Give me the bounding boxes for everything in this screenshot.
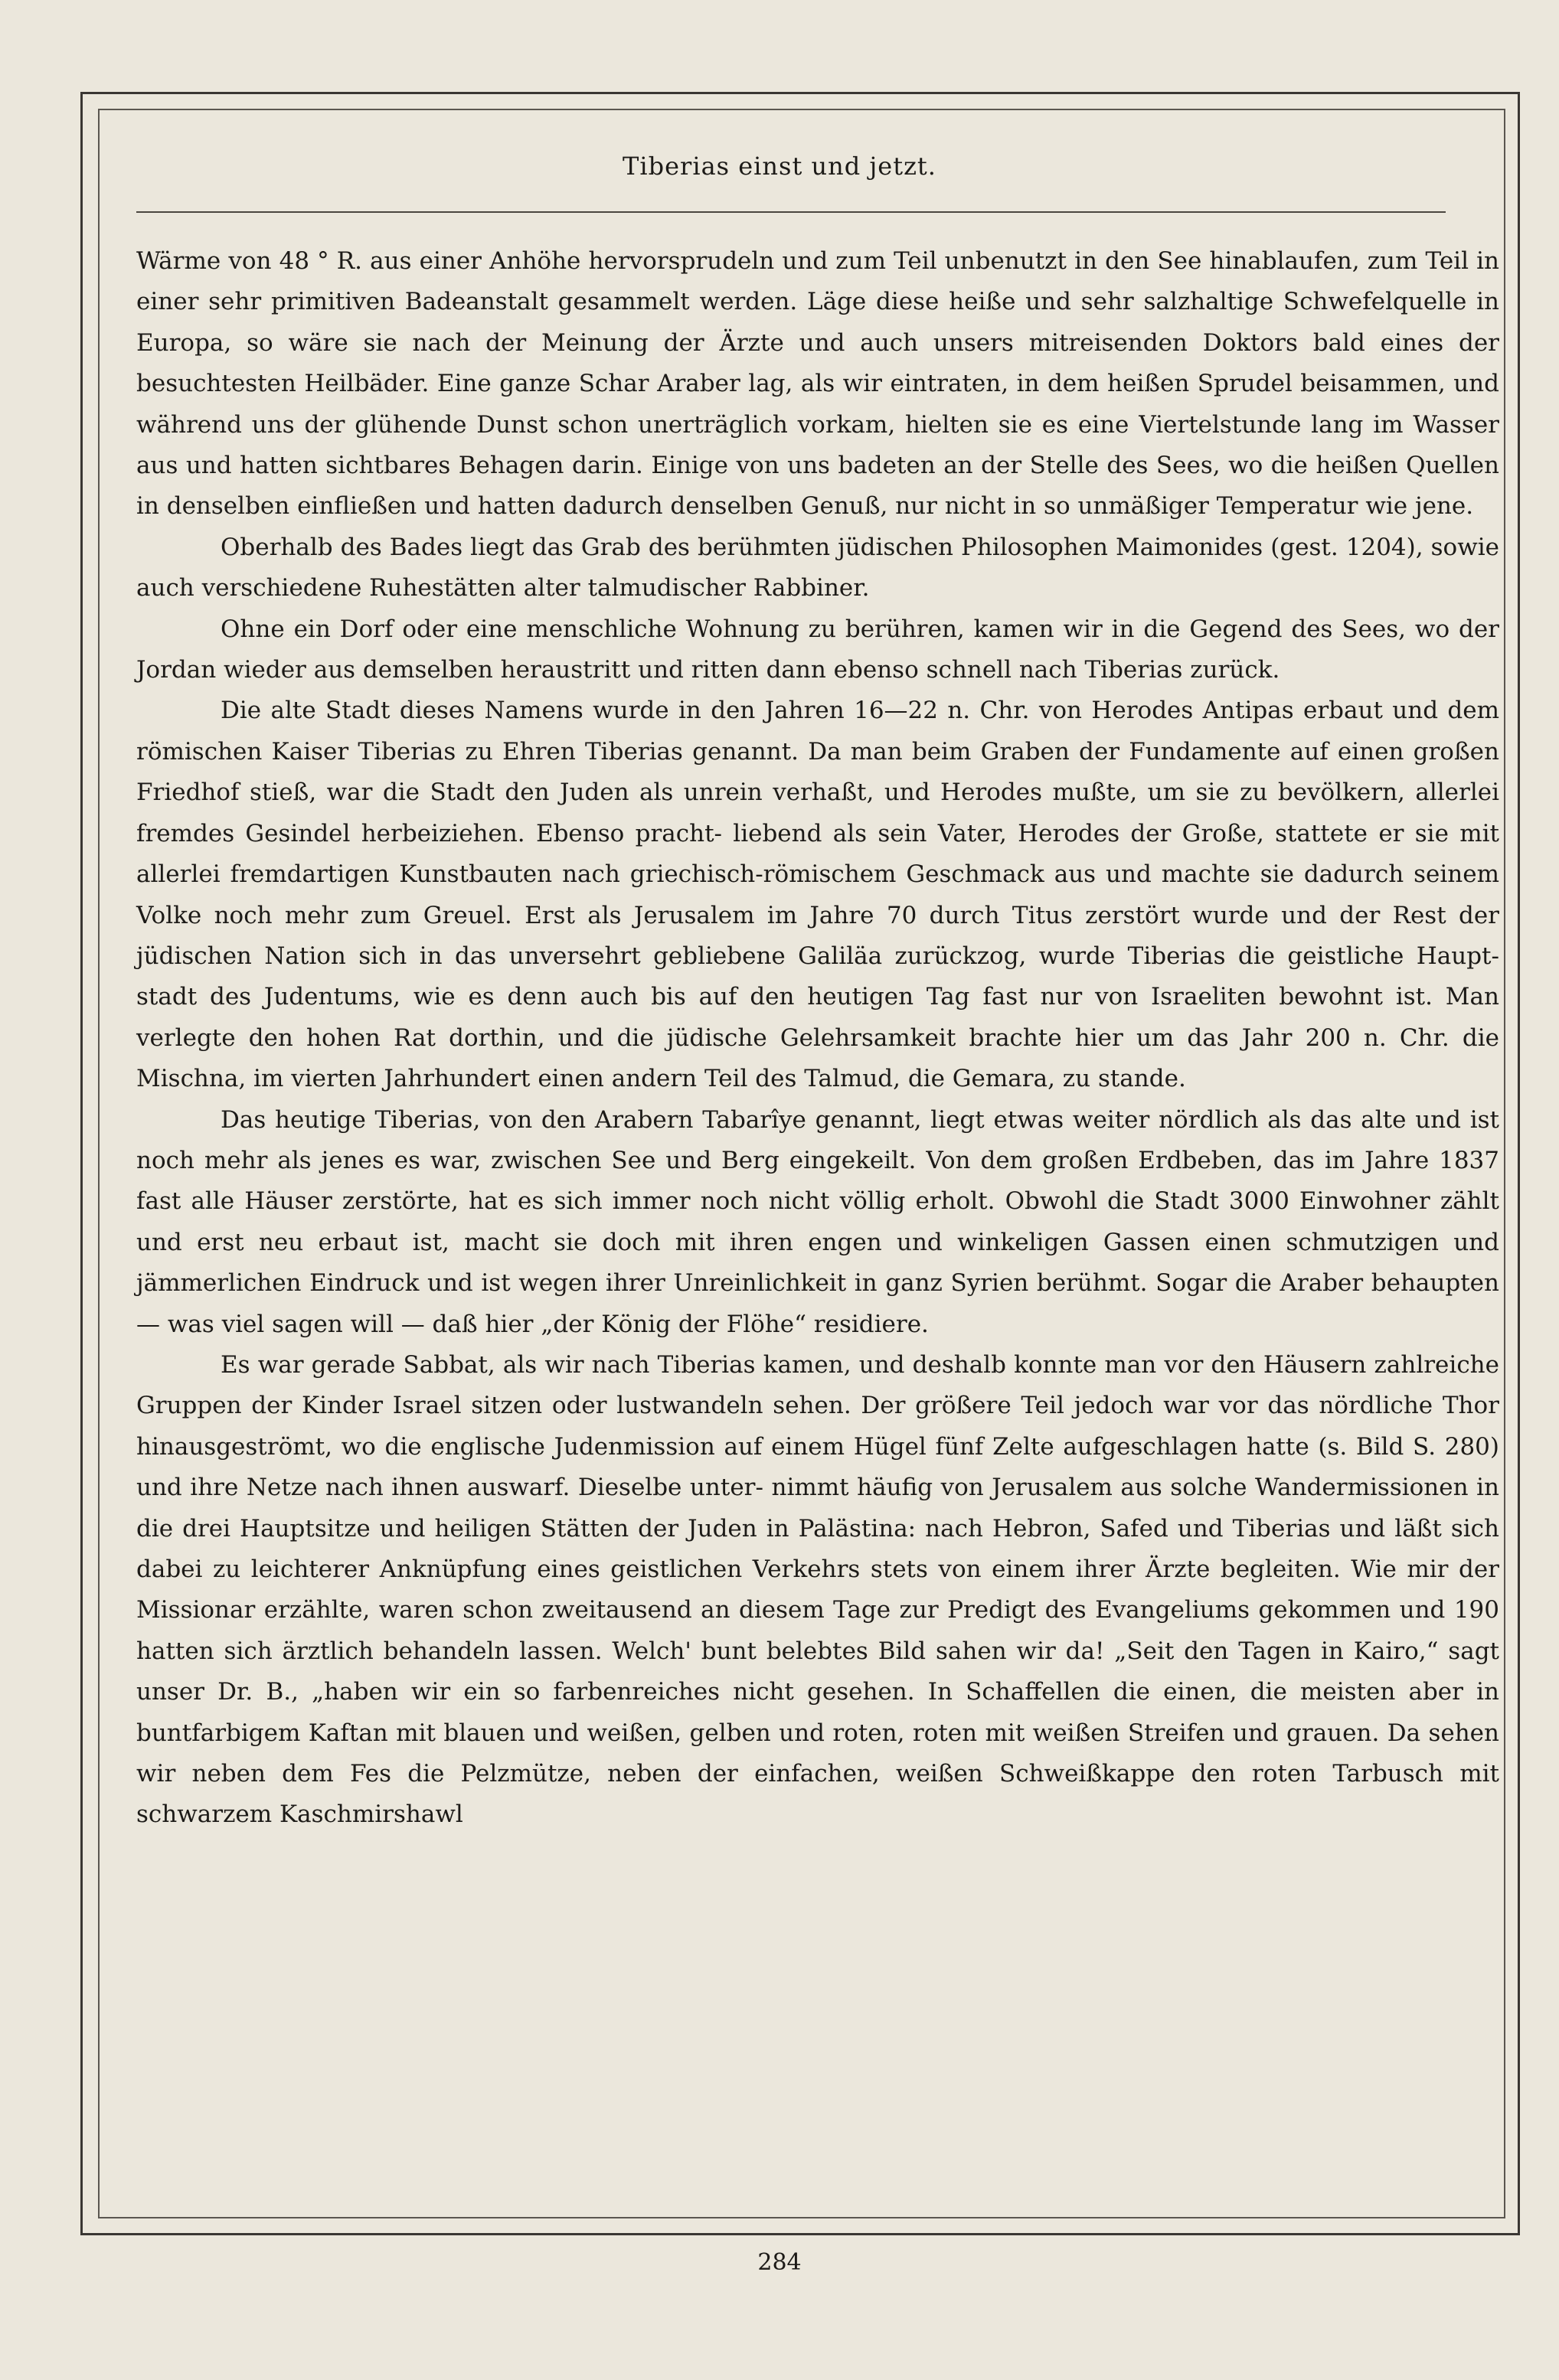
running-head: Tiberias einst und jetzt. — [623, 152, 936, 181]
header-rule — [136, 211, 1446, 213]
paragraph: Die alte Stadt dieses Namens wurde in den Jahren 16—22 n. Chr. von Herodes Antipas erbaut und dem römischen Kaiser Tiberias zu Ehren Tiberias genannt. Da man beim Graben der Fundamente auf einen großen Friedhof stieß, war die Stadt den Juden als unrein verhaßt, und Herodes mußte, um sie zu bevölkern, allerlei fremdes Gesindel herbeiziehen. Ebenso pracht- liebend als sein Vater, Herodes der Große, stattete er sie mit allerlei fremdartigen Kunstbauten nach griechisch-römischem Geschmack aus und machte sie dadurch seinem Volke noch mehr zum Greuel. Erst als Jerusalem im Jahre 70 durch Titus zerstört wurde und der Rest der jüdischen Nation sich in das unversehrt gebliebene Galiläa zurückzog, wurde Tiberias die geistliche Haupt- stadt des Judentums, wie es denn auch bis auf den heutigen Tag fast nur von Israeliten bewohnt ist. Man verlegte den hohen Rat dorthin, und die jüdische Gelehrsamkeit brachte hier um das Jahr 200 n. Chr. die Mischna, im vierten Jahrhundert einen andern Teil des Talmud, die Gemara, zu stande. — [136, 697, 1499, 1093]
paragraph: Wärme von 48 ° R. aus einer Anhöhe hervorsprudeln und zum Teil unbenutzt in den See hinablaufen, zum Teil in einer sehr primitiven Badeanstalt gesammelt werden. Läge diese heiße und sehr salzhaltige Schwefelquelle in Europa, so wäre sie nach der Meinung der Ärzte und auch unsers mitreisenden Doktors bald eines der besuchtesten Heilbäder. Eine ganze Schar Araber lag, als wir eintraten, in dem heißen Sprudel beisammen, und während uns der glühende Dunst schon unerträglich vorkam, hielten sie es eine Viertelstunde lang im Wasser aus und hatten sichtbares Behagen darin. Einige von uns badeten an der Stelle des Sees, wo die heißen Quellen in denselben einfließen und hatten dadurch denselben Genuß, nur nicht in so unmäßiger Temperatur wie jene. — [136, 247, 1499, 521]
paragraph: Es war gerade Sabbat, als wir nach Tiberias kamen, und deshalb konnte man vor den Häusern zahlreiche Gruppen der Kinder Israel sitzen oder lustwandeln sehen. Der größere Teil jedoch war vor das nördliche Thor hinausgeströmt, wo die englische Judenmission auf einem Hügel fünf Zelte aufgeschlagen hatte (s. Bild S. 280) und ihre Netze nach ihnen auswarf. Dieselbe unter- nimmt häufig von Jerusalem aus solche Wandermissionen in die drei Hauptsitze und heiligen Stätten der Juden in Palästina: nach Hebron, Safed und Tiberias und läßt sich dabei zu leichterer Anknüpfung eines geistlichen Verkehrs stets von einem ihrer Ärzte begleiten. Wie mir der Missionar erzählte, waren schon zweitausend an diesem Tage zur Predigt des Evangeliums gekommen und 190 hatten sich ärztlich behandeln lassen. Welch' bunt belebtes Bild sahen wir da! „Seit den Tagen in Kairo,“ sagt unser Dr. B., „haben wir ein so farbenreiches nicht gesehen. In Schaffellen die einen, die meisten aber in buntfarbigem Kaftan mit blauen und weißen, gelben und roten, roten mit weißen Streifen und grauen. Da sehen wir neben dem Fes die Pelzmütze, neben der einfachen, weißen Schweißkappe den roten Tarbusch mit schwarzem Kaschmirshawl — [136, 1350, 1499, 1829]
body-text — [136, 241, 1499, 1836]
paragraph: Das heutige Tiberias, von den Arabern Tabarîye genannt, liegt etwas weiter nördlich als das alte und ist noch mehr als jenes es war, zwischen See und Berg eingekeilt. Von dem großen Erdbeben, das im Jahre 1837 fast alle Häuser zerstörte, hat es sich immer noch nicht völlig erholt. Obwohl die Stadt 3000 Einwohner zählt und erst neu erbaut ist, macht sie doch mit ihren engen und winkeligen Gassen einen schmutzigen und jämmerlichen Eindruck und ist wegen ihrer Unreinlichkeit in ganz Syrien berühmt. Sogar die Araber behaupten — was viel sagen will — daß hier „der König der Flöhe“ residiere. — [136, 1105, 1499, 1338]
page-number: 284 — [757, 2249, 802, 2276]
paragraph: Ohne ein Dorf oder eine menschliche Wohnung zu berühren, kamen wir in die Gegend des Sees, wo der Jordan wieder aus demselben heraustritt und ritten dann ebenso schnell nach Tiberias zurück. — [136, 615, 1499, 684]
paragraph: Oberhalb des Bades liegt das Grab des berühmten jüdischen Philosophen Maimonides (gest. 1204), sowie auch verschiedene Ruhestätten alter talmudischer Rabbiner. — [136, 533, 1499, 602]
